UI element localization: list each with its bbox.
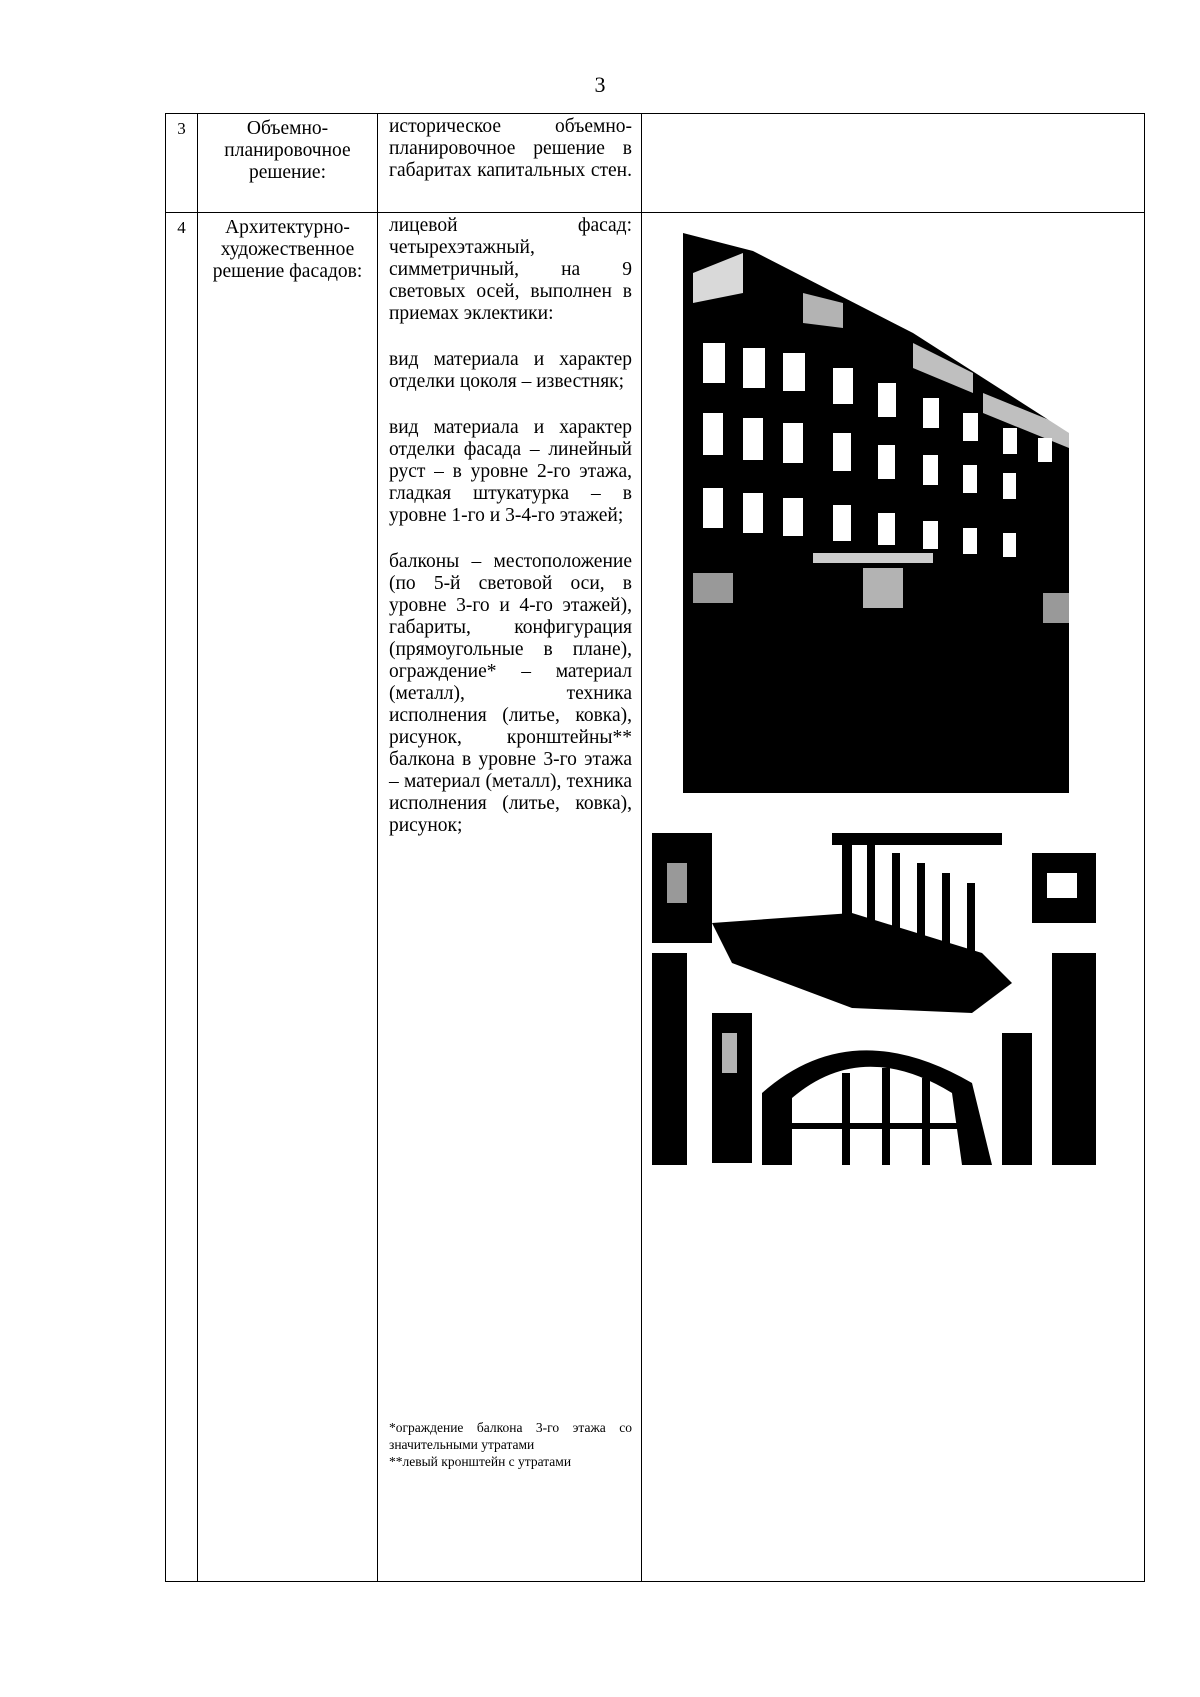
table-row xyxy=(166,114,1145,213)
description-paragraph: вид материала и характер отделки фасада – линейный руст – в уровне 2-го этажа, гладкая штукатурка – в уровне 1-го и 3-4-го этажей; xyxy=(389,417,632,526)
spacer xyxy=(389,837,632,1419)
row-number: 3 xyxy=(166,114,198,213)
footnote: *ограждение балкона 3-го этажа со значительными утратами xyxy=(389,1420,632,1452)
parameter-name: Архитектурно-художественное решение фасадов: xyxy=(198,213,378,1582)
parameter-description: историческое объемно-планировочное решение в габаритах капитальных стен. xyxy=(378,114,642,213)
page-number: 3 xyxy=(594,72,606,97)
document-table xyxy=(165,113,1145,1582)
facade-photo xyxy=(683,233,1069,793)
empty-photo-cell xyxy=(642,114,1145,213)
parameter-name: Объемно-планировочное решение: xyxy=(198,114,378,213)
row-number: 4 xyxy=(166,213,198,1582)
footnote: **левый кронштейн с утратами xyxy=(389,1454,572,1469)
table-row xyxy=(166,213,1145,1582)
parameter-description xyxy=(378,213,642,1582)
balcony-photo xyxy=(652,833,1096,1165)
description-paragraph: лицевой фасад: четырехэтажный, симметричный, на 9 световых осей, выполнен в приемах эклектики: xyxy=(389,215,632,324)
description-paragraph: вид материала и характер отделки цоколя – известняк; xyxy=(389,349,632,392)
photo-cell xyxy=(642,213,1145,1582)
description-paragraph: балконы – местоположение (по 5-й световой оси, в уровне 3-го и 4-го этажей), габариты, конфигурация (прямоугольные в плане), ограждение* – материал (металл), техника исполнения (литье, ковка), рисунок, кронштейны** балкона в уровне 3-го этажа – материал (металл), техника исполнения (литье, ковка), рисунок; xyxy=(389,551,632,836)
